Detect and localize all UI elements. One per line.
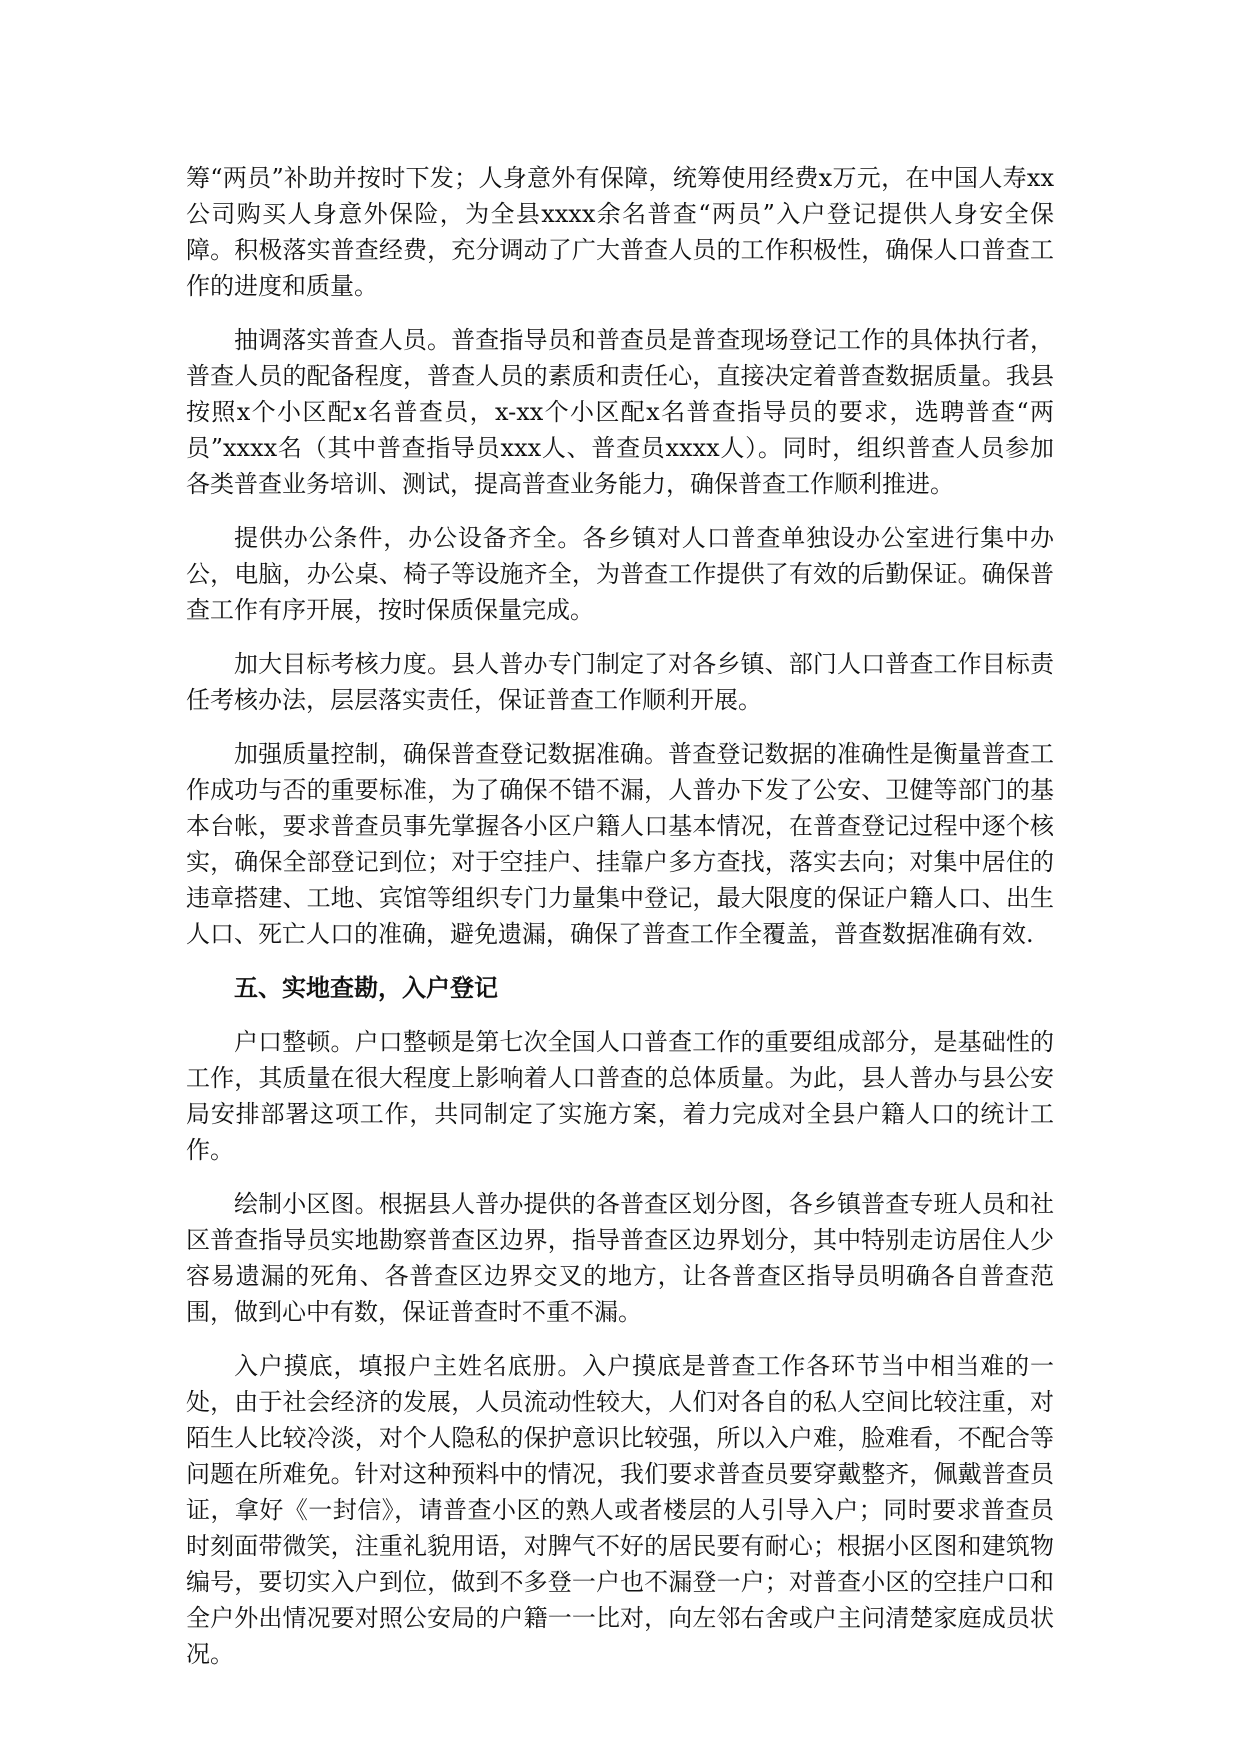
paragraph-quality-control: 加强质量控制，确保普查登记数据准确。普查登记数据的准确性是衡量普查工作成功与否的重要标准，为了确保不错不漏，人普办下发了公安、卫健等部门的基本台帐，要求普查员事先掌握各小区户籍人口基本情况，在普查登记过程中逐个核实，确保全部登记到位；对于空挂户、挂靠户多方查找，落实去向；对集中居住的违章搭建、工地、宾馆等组织专门力量集中登记，最大限度的保证户籍人口、出生人口、死亡人口的准确，避免遗漏，确保了普查工作全覆盖，普查数据准确有效. — [186, 740, 1054, 948]
paragraph-assessment: 加大目标考核力度。县人普办专门制定了对各乡镇、部门人口普查工作目标责任考核办法，层层落实责任，保证普查工作顺利开展。 — [186, 650, 1054, 714]
paragraph-door-to-door: 入户摸底，填报户主姓名底册。入户摸底是普查工作各环节当中相当难的一处，由于社会经济的发展，人员流动性较大，人们对各自的私人空间比较注重，对陌生人比较冷淡，对个人隐私的保护意识比较强，所以入户难，脸难看，不配合等问题在所难免。针对这种预料中的情况，我们要求普查员要穿戴整齐，佩戴普查员证，拿好《一封信》，请普查小区的熟人或者楼层的人引导入户；同时要求普查员时刻面带微笑，注重礼貌用语，对脾气不好的居民要有耐心；根据小区图和建筑物编号，要切实入户到位，做到不多登一户也不漏登一户；对普查小区的空挂户口和全户外出情况要对照公安局的户籍一一比对，向左邻右舍或户主问清楚家庭成员状况。 — [186, 1352, 1054, 1668]
section-heading: 五、实地查勘，入户登记 — [234, 974, 498, 1002]
paragraph-area-map: 绘制小区图。根据县人普办提供的各普查区划分图，各乡镇普查专班人员和社区普查指导员实地勘察普查区边界，指导普查区边界划分，其中特别走访居住人少容易遗漏的死角、各普查区边界交叉的地方，让各普查区指导员明确各自普查范围，做到心中有数，保证普查时不重不漏。 — [186, 1190, 1054, 1326]
document-page — [186, 160, 1054, 1690]
paragraph-staffing: 抽调落实普查人员。普查指导员和普查员是普查现场登记工作的具体执行者，普查人员的配备程度，普查人员的素质和责任心，直接决定着普查数据质量。我县按照x个小区配x名普查员，x-xx个小区配x名普查指导员的要求，选聘普查“两员”xxxx名（其中普查指导员xxx人、普查员xxxx人）。同时，组织普查人员参加各类普查业务培训、测试，提高普查业务能力，确保普查工作顺利推进。 — [186, 326, 1054, 498]
paragraph-office-conditions: 提供办公条件，办公设备齐全。各乡镇对人口普查单独设办公室进行集中办公，电脑，办公桌、椅子等设施齐全，为普查工作提供了有效的后勤保证。确保普查工作有序开展，按时保质保量完成。 — [186, 524, 1054, 624]
paragraph-continuation: 筹“两员”补助并按时下发；人身意外有保障，统筹使用经费x万元，在中国人寿xx公司购买人身意外保险，为全县xxxx余名普查“两员”入户登记提供人身安全保障。积极落实普查经费，充分调动了广大普查人员的工作积极性，确保人口普查工作的进度和质量。 — [186, 164, 1054, 300]
paragraph-household-registration: 户口整顿。户口整顿是第七次全国人口普查工作的重要组成部分，是基础性的工作，其质量在很大程度上影响着人口普查的总体质量。为此，县人普办与县公安局安排部署这项工作，共同制定了实施方案，着力完成对全县户籍人口的统计工作。 — [186, 1028, 1054, 1164]
